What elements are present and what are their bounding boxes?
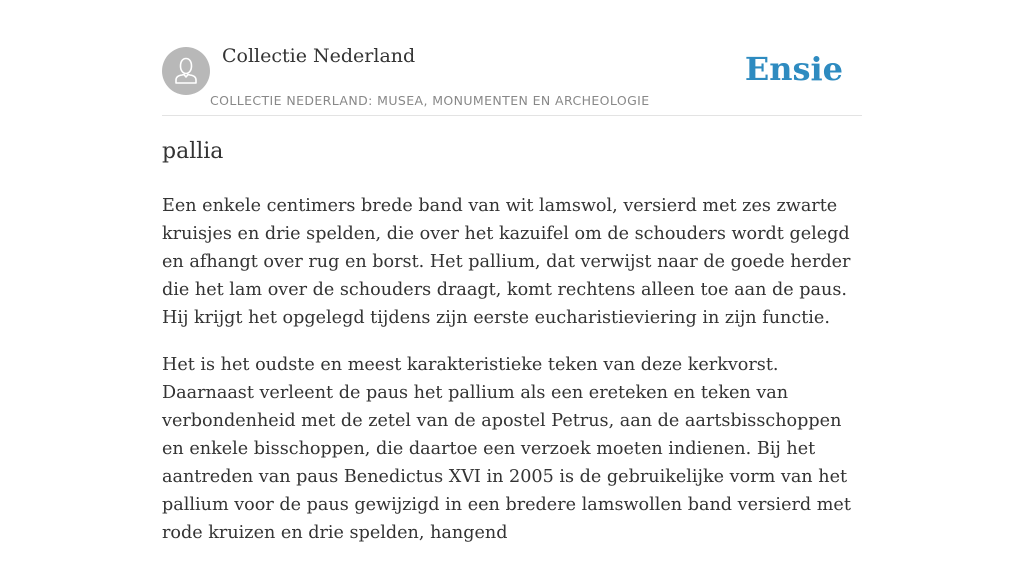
entry-paragraph: Het is het oudste en meest karakteristieke teken van deze kerkvorst. Daarnaast verleent de paus het pallium als een ereteken en teken van verbondenheid met de zetel van de apostel Petrus, aan de aartsbisschoppen en enkele bisschoppen, die daartoe een verzoek moeten indienen. Bij het aantreden van paus Benedictus XVI in 2005 is de gebruikelijke vorm van het pallium voor de paus gewijzigd in een bredere lamswollen band versierd met rode kruizen en drie spelden, hangend (162, 355, 851, 543)
entry-body (162, 192, 862, 566)
user-silhouette-icon (162, 47, 210, 95)
entry-title: pallia (162, 139, 224, 164)
content-container (162, 0, 862, 543)
collection-link[interactable]: COLLECTIE NEDERLAND: MUSEA, MONUMENTEN EN ARCHEOLOGIE (210, 93, 650, 108)
entry-paragraph: Een enkele centimers brede band van wit lamswol, versierd met zes zwarte kruisjes en drie spelden, die over het kazuifel om de schouders wordt gelegd en afhangt over rug en borst. Het pallium, dat verwijst naar de goede herder die het lam over de schouders draagt, komt rechtens alleen toe aan de paus. Hij krijgt het opgelegd tijdens zijn eerste eucharistieviering in zijn functie. (162, 196, 851, 328)
entry-header (162, 0, 862, 116)
brand-logo[interactable]: Ensie (744, 50, 843, 88)
author-name[interactable]: Collectie Nederland (222, 45, 416, 67)
avatar[interactable] (162, 47, 210, 95)
